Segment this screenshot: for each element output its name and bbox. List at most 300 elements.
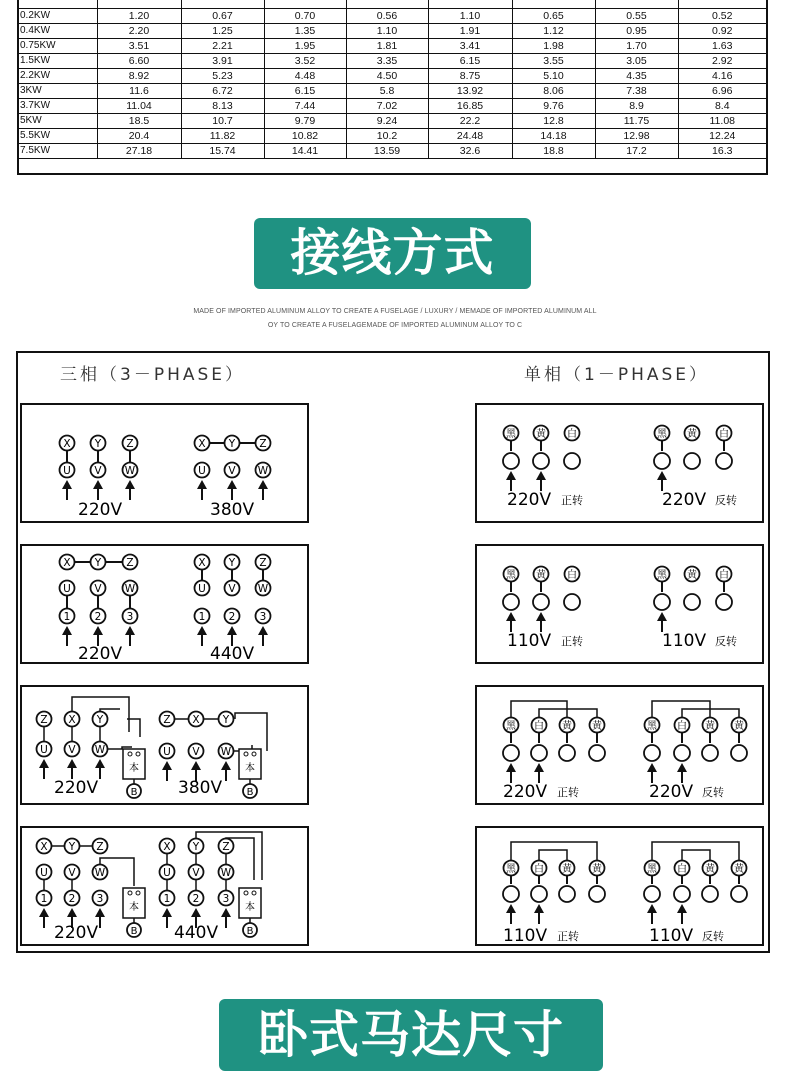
single-phase-box-1 (475, 403, 764, 523)
table-cell: 18.5 (97, 114, 181, 129)
voltage-label: 220V (662, 490, 707, 510)
wire-terminal (675, 718, 690, 733)
table-cell: 7.02 (346, 99, 428, 114)
arrow-up-icon (125, 480, 135, 500)
arrow-up-icon (227, 480, 237, 500)
open-terminal (654, 453, 670, 469)
wire-terminal (504, 426, 519, 441)
table-cell: 4.48 (264, 69, 346, 84)
terminal-label: 黄 (536, 429, 546, 440)
terminal-label: 黄 (592, 864, 602, 875)
table-row (19, 39, 766, 54)
table-row (19, 99, 766, 114)
terminal (37, 712, 52, 727)
terminal (160, 744, 175, 759)
terminal-label: 黑 (506, 864, 516, 875)
subtitle-line-2: OY TO CREATE A FUSELAGEMADE OF IMPORTED ALUMINUM ALLOY TO C (267, 322, 523, 329)
direction-label: 正转 (561, 635, 583, 648)
terminal-label: 白 (567, 570, 577, 581)
terminal (225, 555, 240, 570)
terminal-label: 3 (259, 611, 267, 623)
terminal (91, 581, 106, 596)
terminal-label: X (163, 841, 171, 853)
three-phase-box-3 (20, 685, 309, 805)
terminal-label: U (198, 465, 206, 477)
table-cell: 11.82 (181, 129, 264, 144)
terminal-label: X (40, 841, 48, 853)
table-cell: 3.41 (428, 39, 512, 54)
direction-label: 反转 (715, 494, 737, 507)
terminal-label: X (198, 557, 206, 569)
terminal-label: U (198, 583, 206, 595)
table-row (19, 69, 766, 84)
wire-terminal (590, 861, 605, 876)
wire-terminal (645, 861, 660, 876)
terminal-label: 3 (96, 893, 104, 905)
terminal-label: 1 (63, 611, 71, 623)
table-cell: 6.15 (264, 84, 346, 99)
left-group (60, 436, 138, 521)
arrow-up-icon (506, 612, 516, 632)
terminal (123, 609, 138, 624)
voltage-label: 220V (78, 644, 123, 662)
table-cell: 1.20 (97, 9, 181, 24)
three-phase-diagram-3 (22, 687, 307, 803)
terminal-label: 黄 (592, 721, 602, 732)
terminal-label: Y (94, 438, 102, 450)
terminal-label: Z (259, 438, 267, 450)
three-phase-diagram-4 (22, 828, 307, 944)
power-cell: 3.7KW (19, 99, 97, 114)
table-cell: 8.75 (428, 69, 512, 84)
table-cell: 18.8 (512, 144, 595, 159)
terminal-label: V (68, 744, 76, 756)
terminal-label: W (220, 867, 232, 879)
arrow-up-icon (221, 908, 231, 928)
open-terminal (644, 745, 660, 761)
wire-terminal (504, 718, 519, 733)
terminal-label: U (40, 867, 48, 879)
terminal (123, 436, 138, 451)
table-cell: 1.81 (346, 39, 428, 54)
terminal-label: 白 (677, 864, 687, 875)
terminal-label: 黑 (506, 570, 516, 581)
voltage-label: 110V (503, 926, 548, 944)
table-row (19, 129, 766, 144)
three-phase-diagram-1 (22, 405, 307, 521)
terminal (91, 463, 106, 478)
table-cell: 6.60 (97, 54, 181, 69)
terminal (37, 865, 52, 880)
table-cell: 20.4 (97, 129, 181, 144)
terminal (189, 839, 204, 854)
table-row (19, 24, 766, 39)
table-cell: 0.55 (595, 9, 678, 24)
terminal-label: Y (192, 841, 200, 853)
table-cell: 12.8 (512, 114, 595, 129)
wire-terminal (532, 861, 547, 876)
table-cell: 14.41 (264, 144, 346, 159)
terminal (219, 712, 234, 727)
terminal-label: W (257, 465, 269, 477)
terminal-label: 黄 (687, 429, 697, 440)
wire-terminal (703, 718, 718, 733)
arrow-up-icon (534, 904, 544, 924)
terminal (160, 712, 175, 727)
open-terminal (531, 745, 547, 761)
terminal-label: U (63, 583, 71, 595)
table-cell: 0.92 (678, 24, 766, 39)
single-phase-diagram-2 (477, 546, 762, 662)
terminal-label: B (246, 926, 254, 937)
terminal-label: 白 (677, 721, 687, 732)
table-cell: 1.91 (428, 24, 512, 39)
terminal-label: 2 (94, 611, 102, 623)
open-terminal (503, 886, 519, 902)
power-cell: 2.2KW (19, 69, 97, 84)
wire-terminal (590, 718, 605, 733)
open-terminal (674, 745, 690, 761)
open-terminal (559, 886, 575, 902)
three-phase-diagram-2 (22, 546, 307, 662)
table-cell: 12.24 (678, 129, 766, 144)
motor-dimensions-title: 卧式马达尺寸 (219, 999, 603, 1071)
table-cell: 6.15 (428, 54, 512, 69)
terminal-label: Y (68, 841, 76, 853)
single-phase-box-4 (475, 826, 764, 946)
terminal-label: 黑 (647, 864, 657, 875)
wire-terminal (534, 567, 549, 582)
open-terminal (503, 453, 519, 469)
table-cell: 1.12 (512, 24, 595, 39)
terminal-label: 黄 (562, 721, 572, 732)
open-terminal (731, 886, 747, 902)
table-cell: 0.67 (181, 9, 264, 24)
terminal-label: W (257, 583, 269, 595)
open-terminal (589, 745, 605, 761)
voltage-label: 380V (210, 500, 255, 520)
wire-terminal (532, 718, 547, 733)
single-phase-diagram-4 (477, 828, 762, 944)
wire-terminal (732, 861, 747, 876)
table-cell: 13.59 (346, 144, 428, 159)
table-cell: 14.18 (512, 129, 595, 144)
terminal (256, 555, 271, 570)
table-cell: 2.92 (678, 54, 766, 69)
terminal-label: 黄 (705, 721, 715, 732)
arrow-up-icon (221, 761, 231, 781)
arrow-up-icon (677, 904, 687, 924)
terminal-label: Y (228, 557, 236, 569)
wire-terminal (560, 861, 575, 876)
single-phase-diagram-3 (477, 687, 762, 803)
direction-label: 正转 (557, 930, 579, 943)
open-terminal (503, 594, 519, 610)
terminal (219, 891, 234, 906)
wire-terminal (685, 426, 700, 441)
table-row (19, 144, 766, 159)
open-terminal (589, 886, 605, 902)
terminal (225, 581, 240, 596)
table-row (19, 54, 766, 69)
open-terminal (716, 453, 732, 469)
terminal (60, 555, 75, 570)
table-cell: 1.10 (346, 24, 428, 39)
terminal-label: 白 (567, 429, 577, 440)
table-cell: 8.92 (97, 69, 181, 84)
terminal (93, 742, 108, 757)
table-cell: 3.91 (181, 54, 264, 69)
table-cell: 9.79 (264, 114, 346, 129)
terminal (256, 609, 271, 624)
table-cell: 13.92 (428, 84, 512, 99)
terminal (189, 891, 204, 906)
power-cell: 5.5KW (19, 129, 97, 144)
arrow-up-icon (227, 626, 237, 646)
direction-label: 反转 (702, 786, 724, 799)
open-terminal (533, 453, 549, 469)
open-terminal (684, 594, 700, 610)
terminal (60, 609, 75, 624)
terminal-label: Z (96, 841, 104, 853)
brake-rectifier (123, 749, 145, 798)
table-cell: 16.3 (678, 144, 766, 159)
terminal-label: W (94, 744, 106, 756)
open-terminal (644, 886, 660, 902)
direction-label: 正转 (561, 494, 583, 507)
open-terminal (533, 594, 549, 610)
terminal-label: W (124, 583, 136, 595)
arrow-up-icon (93, 480, 103, 500)
direction-label: 反转 (702, 930, 724, 943)
arrow-up-icon (536, 612, 546, 632)
table-cell: 1.95 (264, 39, 346, 54)
table-cell: 4.50 (346, 69, 428, 84)
terminal (256, 581, 271, 596)
terminal (160, 839, 175, 854)
single-phase-box-2 (475, 544, 764, 664)
table-cell: 4.35 (595, 69, 678, 84)
arrow-up-icon (258, 480, 268, 500)
table-row (19, 0, 766, 9)
brake-symbol: 本 (245, 763, 255, 774)
terminal-label: X (68, 714, 76, 726)
table-cell: 8.13 (181, 99, 264, 114)
terminal-label: B (246, 787, 254, 798)
table-cell: 3.35 (346, 54, 428, 69)
power-cell: 0.2KW (19, 9, 97, 24)
terminal-label: 白 (719, 570, 729, 581)
terminal-label: Y (94, 557, 102, 569)
terminal (65, 865, 80, 880)
table-cell: 3.05 (595, 54, 678, 69)
direction-label: 反转 (715, 635, 737, 648)
terminal-label: 白 (534, 864, 544, 875)
terminal (65, 839, 80, 854)
terminal (195, 581, 210, 596)
terminal-label: X (63, 557, 71, 569)
table-cell: 2.21 (181, 39, 264, 54)
wire-terminal (717, 426, 732, 441)
terminal (219, 744, 234, 759)
terminal (123, 555, 138, 570)
power-cell: 1.5KW (19, 54, 97, 69)
arrow-up-icon (677, 763, 687, 783)
open-terminal (702, 886, 718, 902)
brake-rectifier (239, 888, 261, 937)
terminal (160, 865, 175, 880)
terminal (37, 891, 52, 906)
terminal (123, 463, 138, 478)
table-cell: 9.24 (346, 114, 428, 129)
terminal (256, 463, 271, 478)
terminal-label: 黑 (506, 429, 516, 440)
terminal-label: 黄 (687, 570, 697, 581)
terminal-label: 黄 (734, 721, 744, 732)
terminal-label: X (192, 714, 200, 726)
terminal (91, 555, 106, 570)
voltage-label: 220V (507, 490, 552, 510)
terminal-label: V (228, 583, 236, 595)
terminal-label: Y (228, 438, 236, 450)
table-cell: 0.65 (512, 9, 595, 24)
terminal-label: 黑 (657, 570, 667, 581)
terminal (91, 609, 106, 624)
open-terminal (702, 745, 718, 761)
terminal-label: Z (222, 841, 230, 853)
terminal (189, 865, 204, 880)
table-cell: 5.8 (346, 84, 428, 99)
open-terminal (559, 745, 575, 761)
terminal (91, 436, 106, 451)
table-cell: 3.55 (512, 54, 595, 69)
arrow-up-icon (197, 480, 207, 500)
arrow-up-icon (657, 612, 667, 632)
terminal-label: Y (96, 714, 104, 726)
table-cell: 0.52 (678, 9, 766, 24)
arrow-up-icon (506, 471, 516, 491)
terminal (65, 891, 80, 906)
arrow-up-icon (62, 626, 72, 646)
terminal (225, 463, 240, 478)
terminal-label: 黄 (705, 864, 715, 875)
table-cell: 32.6 (428, 144, 512, 159)
open-terminal (674, 886, 690, 902)
table-cell: 11.04 (97, 99, 181, 114)
voltage-label: 220V (54, 778, 99, 798)
terminal-label: 白 (719, 429, 729, 440)
arrow-up-icon (125, 626, 135, 646)
terminal (195, 463, 210, 478)
table-row (19, 114, 766, 129)
right-group (195, 436, 271, 521)
table-cell: 6.72 (181, 84, 264, 99)
terminal (37, 742, 52, 757)
table-cell: 2.20 (97, 24, 181, 39)
terminal-label: Z (126, 557, 134, 569)
table-cell: 3.52 (264, 54, 346, 69)
open-terminal (564, 594, 580, 610)
terminal-label: V (192, 867, 200, 879)
terminal (160, 891, 175, 906)
arrow-up-icon (67, 759, 77, 779)
terminal-label: 1 (40, 893, 48, 905)
brake-rectifier (123, 888, 145, 937)
brake-symbol: 本 (245, 902, 255, 913)
table-row (19, 9, 766, 24)
terminal-label: 黑 (647, 721, 657, 732)
table-cell: 1.63 (678, 39, 766, 54)
table-cell: 9.76 (512, 99, 595, 114)
open-terminal (716, 594, 732, 610)
terminal-label: 黄 (562, 864, 572, 875)
arrow-up-icon (39, 759, 49, 779)
terminal (60, 463, 75, 478)
single-phase-diagram-1 (477, 405, 762, 521)
table-cell: 8.06 (512, 84, 595, 99)
arrow-up-icon (39, 908, 49, 928)
terminal-label: 1 (198, 611, 206, 623)
table-cell: 0.56 (346, 9, 428, 24)
table-cell: 12.98 (595, 129, 678, 144)
terminal-label: U (163, 746, 171, 758)
terminal-label: U (63, 465, 71, 477)
terminal (60, 436, 75, 451)
open-terminal (503, 745, 519, 761)
table-cell: 27.18 (97, 144, 181, 159)
table-cell: 10.7 (181, 114, 264, 129)
wire-terminal (565, 567, 580, 582)
terminal-label: 黄 (734, 864, 744, 875)
table-cell: 15.74 (181, 144, 264, 159)
terminal (225, 609, 240, 624)
voltage-label: 110V (662, 631, 707, 651)
table-cell: 22.2 (428, 114, 512, 129)
subtitle-line-1: MADE OF IMPORTED ALUMINUM ALLOY TO CREATE A FUSELAGE / LUXURY / MEMADE OF IMPORTED ALUMINUM ALL (193, 308, 597, 315)
current-spec-table (17, 0, 768, 175)
terminal (65, 742, 80, 757)
terminal (195, 436, 210, 451)
arrow-up-icon (162, 761, 172, 781)
single-phase-box-3 (475, 685, 764, 805)
table-cell: 5.10 (512, 69, 595, 84)
wire-terminal (675, 861, 690, 876)
wire-terminal (732, 718, 747, 733)
three-phase-box-2 (20, 544, 309, 664)
open-terminal (531, 886, 547, 902)
terminal-label: W (94, 867, 106, 879)
terminal-label: Z (40, 714, 48, 726)
voltage-label: 440V (210, 644, 255, 662)
terminal-label: X (63, 438, 71, 450)
terminal-label: U (163, 867, 171, 879)
wire-terminal (717, 567, 732, 582)
power-cell: 7.5KW (19, 144, 97, 159)
arrow-up-icon (62, 480, 72, 500)
table-cell: 8.4 (678, 99, 766, 114)
table-cell: 17.2 (595, 144, 678, 159)
arrow-up-icon (162, 908, 172, 928)
single-phase-heading: 单相（1－PHASE） (524, 365, 710, 385)
wire-terminal (685, 567, 700, 582)
wiring-method-title: 接线方式 (254, 218, 531, 289)
table-cell: 3.51 (97, 39, 181, 54)
terminal-label: B (130, 926, 138, 937)
terminal-label: Z (163, 714, 171, 726)
power-cell: 0.4KW (19, 24, 97, 39)
table-cell: 7.38 (595, 84, 678, 99)
terminal (93, 839, 108, 854)
